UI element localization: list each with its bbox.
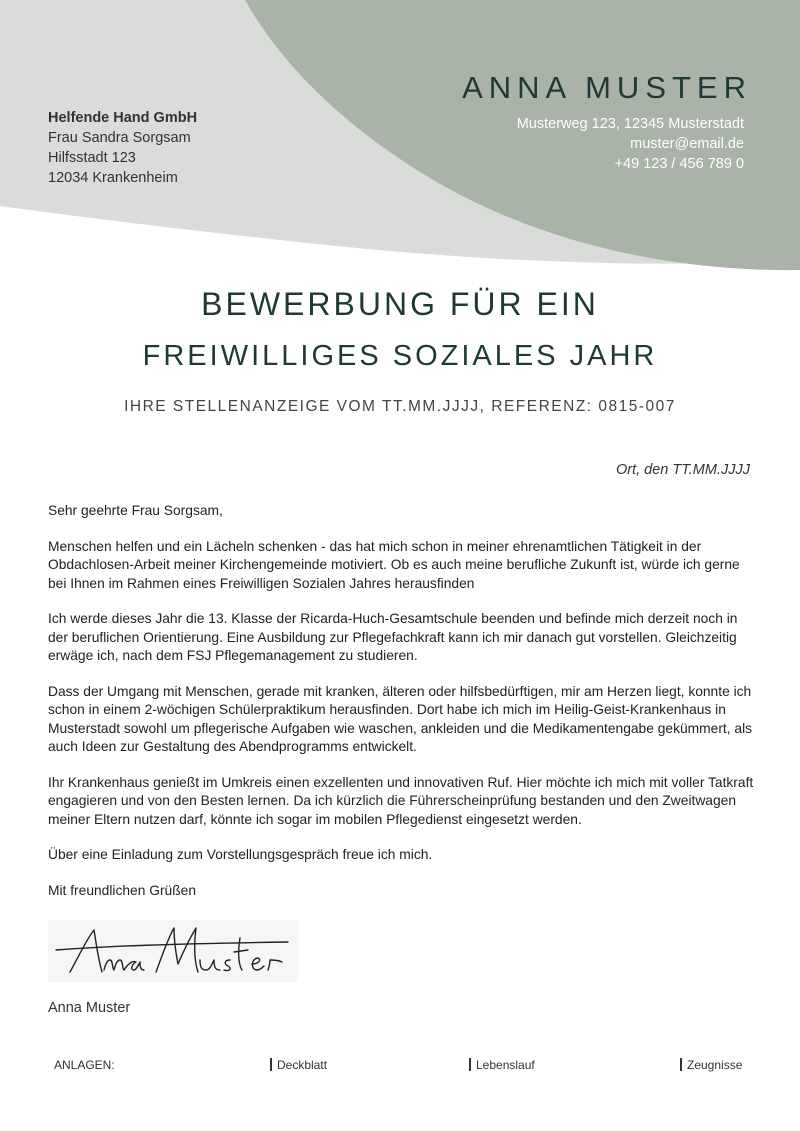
handwritten-signature bbox=[48, 920, 298, 982]
place-date: Ort, den TT.MM.JJJJ bbox=[615, 462, 750, 478]
closing: Mit freundlichen Grüßen bbox=[48, 882, 196, 898]
recipient-city: 12034 Krankenheim bbox=[48, 170, 178, 186]
attachment-item-label: Zeugnisse bbox=[687, 1058, 743, 1072]
signature-printed-name: Anna Muster bbox=[48, 1000, 131, 1016]
sender-phone: +49 123 / 456 789 0 bbox=[614, 156, 744, 172]
attachments-label: ANLAGEN: bbox=[54, 1058, 115, 1072]
paragraph: Ihr Krankenhaus genießt im Umkreis einen exzellenten und innovativen Ruf. Hier möchte ich mich mit voller Tatkraft engagieren und von den Besten lernen. Da ich kürzlich die Führerscheinprüfung bestanden und den Zweitwagen meiner Eltern nutzen darf, könnte ich sogar im mobilen Pflegedienst eingesetzt werden. bbox=[48, 774, 754, 827]
paragraph: Dass der Umgang mit Menschen, gerade mit kranken, älteren oder hilfsbedürftigen, mir am Herzen liegt, konnte ich schon in einem 2-wöchigen Schülerpraktikum herausfinden. Dort habe ich mich im Heilig-Geist-Krankenhaus in Musterstadt sowohl um pflegerische Aufgaben wie waschen, ankleiden und die Medikamentengabe gekümmert, als auch Ideen zur Gestaltung des Abendprogramms entwickelt. bbox=[48, 683, 753, 754]
salutation: Sehr geehrte Frau Sorgsam, bbox=[48, 503, 223, 518]
attachment-item bbox=[469, 1058, 535, 1072]
attachment-item bbox=[680, 1058, 742, 1072]
sender-email: muster@email.de bbox=[630, 136, 744, 152]
page-title-line1: BEWERBUNG FÜR EIN bbox=[201, 286, 599, 322]
separator-bar bbox=[680, 1058, 682, 1071]
sender-contact bbox=[517, 114, 744, 174]
paragraph: Über eine Einladung zum Vorstellungsgespräch freue ich mich. bbox=[48, 847, 433, 862]
letter-body bbox=[48, 502, 756, 917]
separator-bar bbox=[270, 1058, 272, 1071]
separator-bar bbox=[469, 1058, 471, 1071]
page-title-line2: FREIWILLIGES SOZIALES JAHR bbox=[142, 340, 658, 372]
paragraph: Menschen helfen und ein Lächeln schenken - das hat mich schon in meiner ehrenamtlichen Tätigkeit in der Obdachlosen-Arbeit meiner Kirchengemeinde motiviert. Ob es auch meine berufliche Zukunft ist, würde ich gerne bei Ihnen im Rahmen eines Freiwilligen Sozialen Jahres herausfinden bbox=[48, 538, 740, 591]
attachment-item-label: Deckblatt bbox=[277, 1058, 328, 1072]
recipient-company: Helfende Hand GmbH bbox=[48, 110, 198, 126]
recipient-address bbox=[48, 108, 197, 188]
attachment-item bbox=[270, 1058, 327, 1072]
sender-name: ANNA MUSTER bbox=[462, 70, 752, 105]
sender-address: Musterweg 123, 12345 Musterstadt bbox=[516, 116, 744, 132]
paragraph: Ich werde dieses Jahr die 13. Klasse der Ricarda-Huch-Gesamtschule beenden und befinde mich derzeit noch in der beruflichen Orientierung. Eine Ausbildung zur Pflegefachkraft kann ich mir danach gut vorstellen. Gleichzeitig erwäge ich, nach dem FSJ Pflegemanagement zu studieren. bbox=[48, 611, 738, 663]
reference-subtitle: IHRE STELLENANZEIGE VOM TT.MM.JJJJ, REFERENZ: 0815-007 bbox=[124, 398, 676, 415]
recipient-person: Frau Sandra Sorgsam bbox=[48, 130, 191, 146]
recipient-street: Hilfsstadt 123 bbox=[48, 150, 136, 166]
attachment-item-label: Lebenslauf bbox=[476, 1058, 535, 1072]
